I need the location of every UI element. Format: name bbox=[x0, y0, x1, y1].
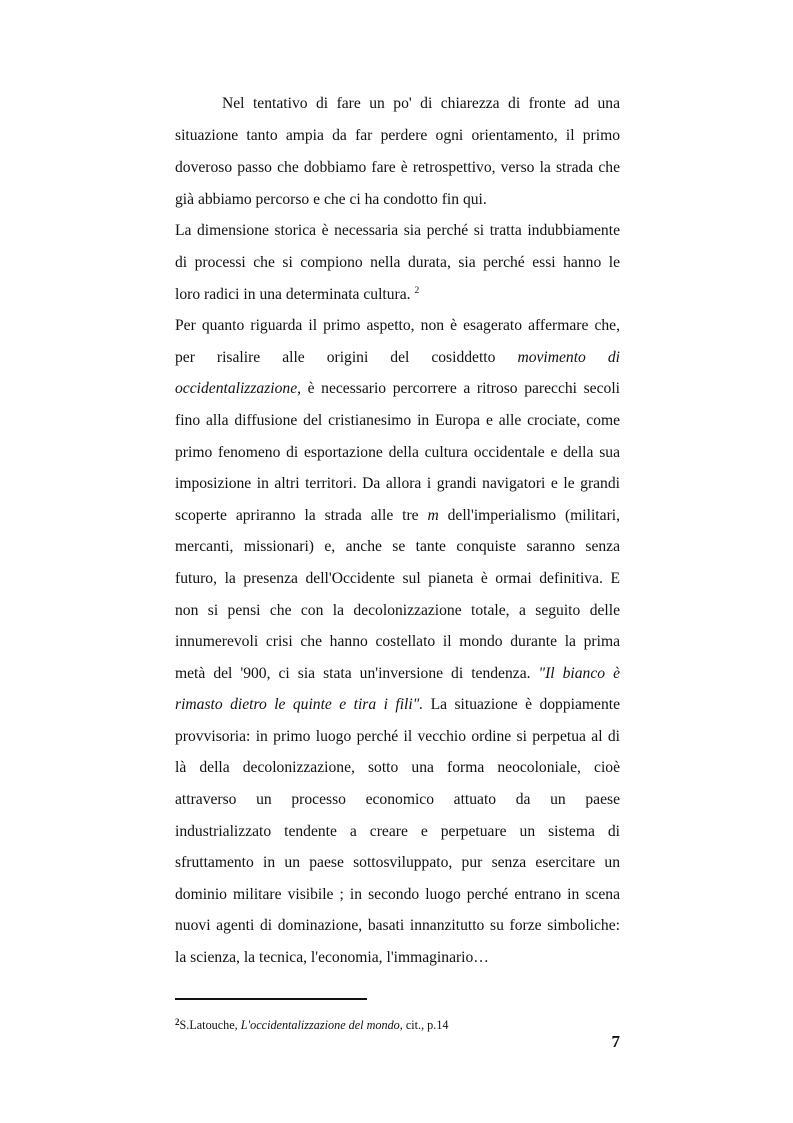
text-line: Nel tentativo di fare un po' di chiarezza di fronte ad una bbox=[222, 95, 620, 112]
text-line bbox=[175, 506, 620, 526]
italic-quote: rimasto dietro le quinte e tira i fili". bbox=[175, 696, 424, 713]
text-line: Per quanto riguarda il primo aspetto, non è esagerato affermare che, bbox=[175, 317, 620, 334]
text-line bbox=[175, 664, 620, 684]
text-line: La dimensione storica è necessaria sia perché si tratta indubbiamente bbox=[175, 222, 620, 239]
text-line bbox=[175, 379, 620, 399]
text-line bbox=[175, 348, 620, 368]
text-line: di processi che si compiono nella durata, sia perché essi hanno le bbox=[175, 254, 620, 271]
text-line: fino alla diffusione del cristianesimo in Europa e alle crociate, come bbox=[175, 412, 620, 429]
footnote bbox=[175, 1014, 449, 1033]
text-line: mercanti, missionari) e, anche se tante conquiste saranno senza bbox=[175, 538, 620, 555]
italic-term: m bbox=[427, 507, 439, 524]
footnote-title: L'occidentalizzazione del mondo bbox=[240, 1018, 400, 1032]
text-line: nuovi agenti di dominazione, basati innanzitutto su forze simboliche: bbox=[175, 917, 620, 934]
page-number: 7 bbox=[611, 1032, 620, 1051]
text-segment: La situazione è doppiamente bbox=[430, 696, 621, 713]
text-line: dominio militare visibile ; in secondo luogo perché entrano in scena bbox=[175, 886, 620, 903]
text-line: situazione tanto ampia da far perdere ogni orientamento, il primo bbox=[175, 127, 620, 144]
text-line: primo fenomeno di esportazione della cultura occidentale e della sua bbox=[175, 444, 620, 461]
text-line: innumerevoli crisi che hanno costellato il mondo durante la prima bbox=[175, 633, 620, 650]
text-line: la scienza, la tecnica, l'economia, l'immaginario… bbox=[175, 949, 489, 966]
text-line: là della decolonizzazione, sotto una forma neocoloniale, cioè bbox=[175, 759, 620, 776]
text-segment: per risalire alle origini del cosiddetto bbox=[175, 349, 496, 366]
text-line: provvisoria: in primo luogo perché il vecchio ordine si perpetua al di bbox=[175, 728, 620, 745]
text-segment: loro radici in una determinata cultura. bbox=[175, 286, 411, 303]
text-line: imposizione in altri territori. Da allora i grandi navigatori e le grandi bbox=[175, 475, 620, 492]
text-segment: metà del '900, ci sia stata un'inversione di tendenza. bbox=[175, 665, 531, 682]
footnote-number: 2 bbox=[175, 1017, 180, 1027]
italic-quote: "Il bianco è bbox=[538, 665, 620, 682]
text-line: sfruttamento in un paese sottosviluppato, pur senza esercitare un bbox=[175, 854, 620, 871]
text-line: doveroso passo che dobbiamo fare è retrospettivo, verso la strada che bbox=[175, 159, 620, 176]
text-line bbox=[175, 695, 620, 715]
footnote-author: S.Latouche, bbox=[179, 1018, 238, 1032]
text-segment: scoperte apriranno la strada alle tre bbox=[175, 507, 419, 524]
text-line bbox=[175, 285, 620, 305]
text-line: già abbiamo percorso e che ci ha condotto fin qui. bbox=[175, 191, 487, 208]
text-line: futuro, la presenza dell'Occidente sul pianeta è ormai definitiva. E bbox=[175, 570, 620, 587]
italic-term: occidentalizzazione, bbox=[175, 380, 302, 397]
footnote-separator bbox=[175, 998, 367, 1000]
footnote-reference[interactable]: 2 bbox=[414, 286, 420, 296]
text-line: attraverso un processo economico attuato da un paese bbox=[175, 791, 620, 808]
footnote-citation: , cit., p.14 bbox=[399, 1018, 449, 1032]
text-line: industrializzato tendente a creare e perpetuare un sistema di bbox=[175, 823, 620, 840]
text-segment: è necessario percorrere a ritroso parecchi secoli bbox=[307, 380, 620, 397]
text-line: non si pensi che con la decolonizzazione totale, a seguito delle bbox=[175, 602, 620, 619]
text-segment: dell'imperialismo (militari, bbox=[447, 507, 620, 524]
italic-term: movimento di bbox=[517, 349, 620, 366]
